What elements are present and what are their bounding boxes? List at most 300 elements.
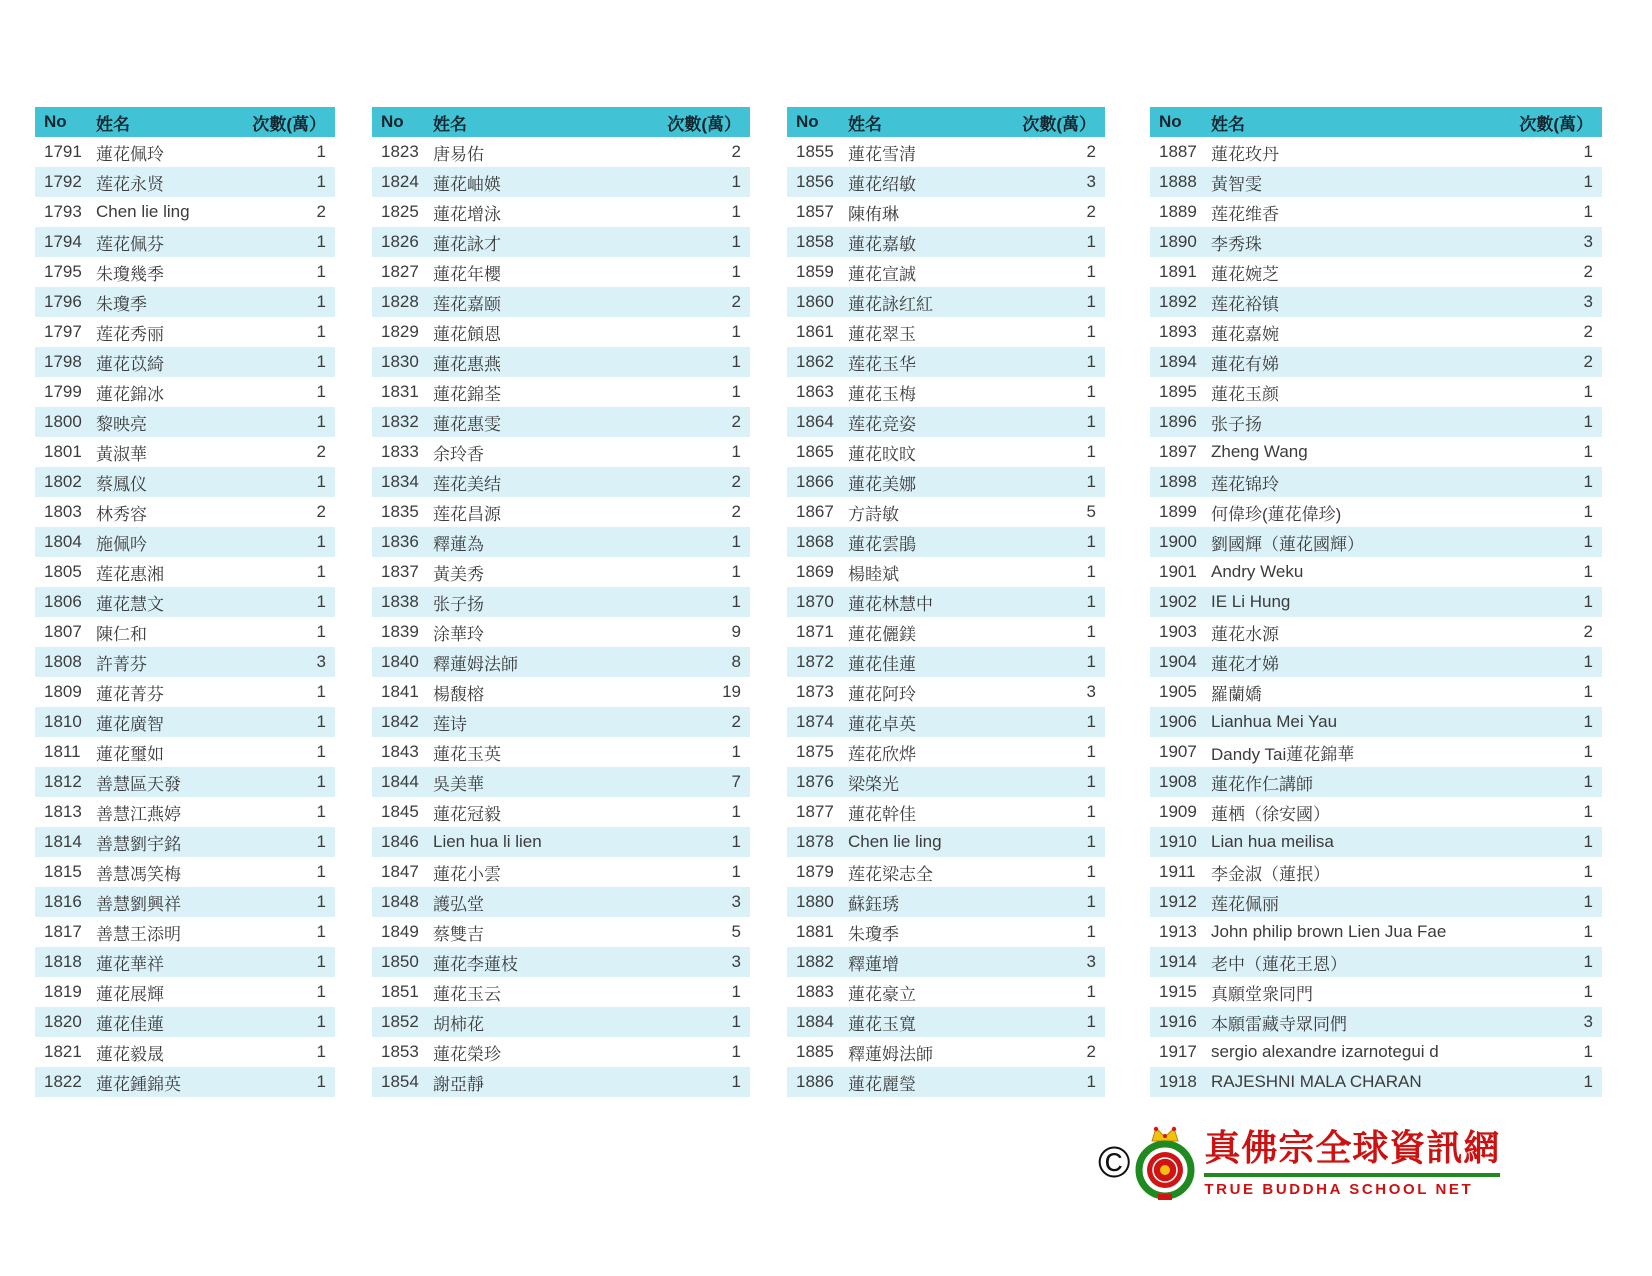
- row-count: 1: [1583, 562, 1593, 581]
- row-name: 真願堂衆同門: [1211, 984, 1313, 1004]
- table-row: [787, 287, 1105, 317]
- row-name: 蓮花玉颜: [1211, 384, 1279, 404]
- table-row: [1150, 977, 1602, 1007]
- row-no: 1812: [44, 772, 82, 791]
- row-no: 1827: [381, 262, 419, 281]
- table-row: [372, 257, 750, 287]
- row-name: 蓮花菁芬: [96, 684, 164, 704]
- row-no: 1822: [44, 1072, 82, 1091]
- row-name: 蓮花玉英: [433, 744, 501, 764]
- table-row: [1150, 1037, 1602, 1067]
- row-no: 1870: [796, 592, 834, 611]
- table-row: [1150, 347, 1602, 377]
- row-count: 3: [1583, 292, 1593, 311]
- table-row: [35, 317, 335, 347]
- table-row: [787, 917, 1105, 947]
- row-name: Lianhua Mei Yau: [1211, 712, 1338, 731]
- row-no: 1905: [1159, 682, 1197, 701]
- row-no: 1912: [1159, 892, 1197, 911]
- row-no: 1868: [796, 532, 834, 551]
- row-name: 釋蓮姆法師: [433, 654, 518, 674]
- table-row: [35, 647, 335, 677]
- row-no: 1873: [796, 682, 834, 701]
- row-count: 2: [731, 292, 741, 311]
- row-count: 1: [731, 1042, 741, 1061]
- row-name: 蓮花旼旼: [848, 444, 916, 464]
- table-row: [35, 617, 335, 647]
- row-count: 1: [316, 532, 326, 551]
- row-name: 蓮花美娜: [848, 474, 916, 494]
- table-row: [1150, 137, 1602, 167]
- row-name: 余玲香: [433, 444, 484, 464]
- row-no: 1808: [44, 652, 82, 671]
- row-name: 蓮花苡綺: [96, 354, 164, 374]
- row-name: 蓮花翠玉: [848, 324, 916, 344]
- row-no: 1825: [381, 202, 419, 221]
- row-no: 1845: [381, 802, 419, 821]
- column-header-count: 次數(萬）: [667, 114, 741, 134]
- row-name: 蓮花錦荃: [433, 384, 501, 404]
- row-name: 蓮花水源: [1211, 624, 1279, 644]
- row-count: 1: [1583, 472, 1593, 491]
- row-no: 1888: [1159, 172, 1197, 191]
- table-row: [35, 497, 335, 527]
- table-row: [372, 887, 750, 917]
- row-name: 釋蓮為: [433, 534, 484, 554]
- row-count: 1: [1086, 742, 1096, 761]
- row-no: 1891: [1159, 262, 1197, 281]
- brand-text-block: [1204, 1128, 1500, 1197]
- row-name: 蓮花惠雯: [433, 414, 501, 434]
- row-count: 1: [1583, 922, 1593, 941]
- table-row: [372, 407, 750, 437]
- row-name: 蓮花婉芝: [1211, 264, 1279, 284]
- row-count: 9: [731, 622, 741, 641]
- table-row: [35, 437, 335, 467]
- row-count: 1: [1086, 562, 1096, 581]
- row-name: 蔡雙吉: [433, 924, 484, 944]
- table-row: [1150, 767, 1602, 797]
- row-name: 蓮花绍敏: [848, 174, 916, 194]
- column-header-name: 姓名: [1211, 114, 1245, 134]
- row-no: 1833: [381, 442, 419, 461]
- row-name: 朱瓊季: [848, 924, 899, 944]
- row-no: 1910: [1159, 832, 1197, 851]
- row-name: 蓮花鍾錦英: [96, 1074, 181, 1094]
- row-name: 黃智雯: [1211, 174, 1262, 194]
- row-no: 1907: [1159, 742, 1197, 761]
- table-row: [372, 1067, 750, 1097]
- row-name: 蓮花小雲: [433, 864, 501, 884]
- row-no: 1880: [796, 892, 834, 911]
- row-no: 1828: [381, 292, 419, 311]
- row-count: 1: [731, 1072, 741, 1091]
- row-count: 3: [1583, 1012, 1593, 1031]
- row-no: 1915: [1159, 982, 1197, 1001]
- table-row: [1150, 287, 1602, 317]
- row-name: 莲花竞姿: [848, 414, 916, 434]
- table-row: [35, 137, 335, 167]
- row-no: 1867: [796, 502, 834, 521]
- row-no: 1876: [796, 772, 834, 791]
- row-count: 5: [731, 922, 741, 941]
- row-name: Andry Weku: [1211, 562, 1304, 581]
- column-header-no: No: [44, 112, 67, 131]
- row-count: 1: [1583, 862, 1593, 881]
- row-name: John philip brown Lien Jua Fae: [1211, 922, 1447, 941]
- row-name: Chen lie ling: [848, 832, 942, 851]
- row-count: 1: [1086, 412, 1096, 431]
- row-count: 1: [1086, 892, 1096, 911]
- row-no: 1801: [44, 442, 82, 461]
- row-no: 1908: [1159, 772, 1197, 791]
- row-no: 1804: [44, 532, 82, 551]
- row-count: 1: [316, 232, 326, 251]
- row-name: 許菁芬: [96, 654, 147, 674]
- table-row: [372, 377, 750, 407]
- row-name: 蓮花展輝: [96, 984, 164, 1004]
- row-no: 1856: [796, 172, 834, 191]
- row-name: 莲花佩丽: [1211, 894, 1279, 914]
- row-no: 1900: [1159, 532, 1197, 551]
- row-name: 釋蓮增: [848, 954, 899, 974]
- row-count: 1: [1086, 592, 1096, 611]
- brand-divider: [1204, 1173, 1500, 1177]
- row-name: Chen lie ling: [96, 202, 190, 221]
- table-row: [372, 737, 750, 767]
- table-row: [372, 467, 750, 497]
- table-row: [1150, 797, 1602, 827]
- table-row: [35, 227, 335, 257]
- row-no: 1810: [44, 712, 82, 731]
- row-count: 2: [1086, 142, 1096, 161]
- row-count: 1: [316, 1042, 326, 1061]
- row-no: 1796: [44, 292, 82, 311]
- row-name: 蓮花才娣: [1211, 654, 1279, 674]
- table-row: [1150, 497, 1602, 527]
- row-name: 蓮花年櫻: [433, 264, 501, 284]
- table-row: [1150, 197, 1602, 227]
- row-count: 1: [731, 442, 741, 461]
- row-count: 1: [316, 1012, 326, 1031]
- table-row: [787, 707, 1105, 737]
- table-row: [35, 467, 335, 497]
- row-count: 1: [731, 742, 741, 761]
- row-count: 1: [316, 382, 326, 401]
- row-name: 陳仁和: [96, 624, 147, 644]
- table-row: [35, 347, 335, 377]
- row-no: 1860: [796, 292, 834, 311]
- row-count: 1: [1086, 982, 1096, 1001]
- row-no: 1869: [796, 562, 834, 581]
- row-no: 1887: [1159, 142, 1197, 161]
- table-row: [1150, 827, 1602, 857]
- registry-table-2: [372, 107, 750, 1097]
- table-row: [1150, 1007, 1602, 1037]
- row-count: 2: [1086, 202, 1096, 221]
- table-row: [35, 587, 335, 617]
- row-count: 2: [1583, 622, 1593, 641]
- column-header-name: 姓名: [96, 114, 130, 134]
- row-name: 謝亞靜: [433, 1074, 484, 1094]
- row-count: 1: [1086, 262, 1096, 281]
- registry-table-3: [787, 107, 1105, 1097]
- row-no: 1815: [44, 862, 82, 881]
- row-count: 1: [1583, 802, 1593, 821]
- table-row: [1150, 437, 1602, 467]
- row-count: 3: [731, 952, 741, 971]
- table-row: [35, 557, 335, 587]
- row-count: 1: [1583, 1072, 1593, 1091]
- row-no: 1862: [796, 352, 834, 371]
- table-row: [787, 857, 1105, 887]
- row-name: 蓮花阿玲: [848, 684, 916, 704]
- true-buddha-school-emblem-icon: [1134, 1124, 1196, 1202]
- table-row: [372, 137, 750, 167]
- row-no: 1792: [44, 172, 82, 191]
- table-row: [787, 347, 1105, 377]
- row-count: 1: [731, 322, 741, 341]
- table-row: [1150, 617, 1602, 647]
- row-name: 蓮栖（徐安國）: [1211, 804, 1330, 824]
- row-no: 1843: [381, 742, 419, 761]
- row-name: 善慧區天發: [96, 774, 181, 794]
- table-row: [787, 137, 1105, 167]
- row-count: 2: [731, 502, 741, 521]
- table-row: [35, 407, 335, 437]
- table-row: [787, 737, 1105, 767]
- table-row: [35, 977, 335, 1007]
- row-count: 1: [1086, 352, 1096, 371]
- row-no: 1858: [796, 232, 834, 251]
- row-count: 3: [731, 892, 741, 911]
- table-header: [1150, 107, 1602, 137]
- row-no: 1899: [1159, 502, 1197, 521]
- row-no: 1875: [796, 742, 834, 761]
- row-no: 1809: [44, 682, 82, 701]
- row-no: 1906: [1159, 712, 1197, 731]
- row-no: 1824: [381, 172, 419, 191]
- row-count: 1: [1583, 892, 1593, 911]
- row-count: 1: [1086, 472, 1096, 491]
- row-name: 蓮花卓英: [848, 714, 916, 734]
- row-name: 莲花嘉颐: [433, 294, 501, 314]
- row-name: 蓮花幹佳: [848, 804, 916, 824]
- row-name: 蓮花榮珍: [433, 1044, 501, 1064]
- row-name: 蓮花雪清: [848, 144, 916, 164]
- table-row: [787, 1007, 1105, 1037]
- row-name: 莲花维香: [1211, 204, 1279, 224]
- row-count: 5: [1086, 502, 1096, 521]
- row-no: 1836: [381, 532, 419, 551]
- row-name: 张子扬: [433, 594, 484, 614]
- table-row: [35, 167, 335, 197]
- row-no: 1874: [796, 712, 834, 731]
- table-row: [372, 227, 750, 257]
- table-row: [372, 617, 750, 647]
- row-name: 蓮花佳蓮: [96, 1014, 164, 1034]
- row-no: 1817: [44, 922, 82, 941]
- row-no: 1890: [1159, 232, 1197, 251]
- row-count: 1: [1086, 802, 1096, 821]
- row-name: 蘇鈺琇: [848, 894, 899, 914]
- table-row: [787, 257, 1105, 287]
- row-no: 1901: [1159, 562, 1197, 581]
- row-count: 1: [1086, 292, 1096, 311]
- row-no: 1892: [1159, 292, 1197, 311]
- row-count: 1: [1583, 532, 1593, 551]
- row-no: 1829: [381, 322, 419, 341]
- row-count: 2: [731, 412, 741, 431]
- row-count: 2: [1583, 262, 1593, 281]
- row-no: 1835: [381, 502, 419, 521]
- row-name: 楊馥榕: [433, 684, 484, 704]
- table-row: [1150, 257, 1602, 287]
- row-no: 1863: [796, 382, 834, 401]
- table-row: [35, 797, 335, 827]
- row-name: Lien hua li lien: [433, 832, 542, 851]
- row-count: 1: [316, 142, 326, 161]
- row-count: 1: [316, 892, 326, 911]
- row-count: 1: [1086, 652, 1096, 671]
- row-count: 1: [316, 832, 326, 851]
- row-count: 1: [1086, 1072, 1096, 1091]
- table-row: [787, 1037, 1105, 1067]
- row-count: 19: [722, 682, 741, 701]
- row-no: 1882: [796, 952, 834, 971]
- row-name: Lian hua meilisa: [1211, 832, 1334, 851]
- table-row: [372, 857, 750, 887]
- column-header-count: 次數(萬）: [1519, 114, 1593, 134]
- row-no: 1834: [381, 472, 419, 491]
- table-row: [787, 827, 1105, 857]
- row-name: 吳美華: [433, 774, 484, 794]
- table-row: [35, 287, 335, 317]
- row-name: 黎映亮: [96, 414, 147, 434]
- site-name-english: TRUE BUDDHA SCHOOL NET: [1204, 1180, 1474, 1198]
- row-no: 1832: [381, 412, 419, 431]
- table-row: [35, 707, 335, 737]
- row-no: 1916: [1159, 1012, 1197, 1031]
- row-no: 1811: [44, 742, 81, 761]
- row-no: 1853: [381, 1042, 419, 1061]
- row-no: 1893: [1159, 322, 1197, 341]
- row-count: 1: [1086, 622, 1096, 641]
- row-count: 2: [1583, 352, 1593, 371]
- row-name: IE Li Hung: [1211, 592, 1291, 611]
- row-name: 蔡鳳仪: [96, 474, 147, 494]
- table-row: [372, 1007, 750, 1037]
- row-no: 1851: [381, 982, 419, 1001]
- row-count: 1: [1583, 982, 1593, 1001]
- row-name: 蓮花李蓮枝: [433, 954, 518, 974]
- row-no: 1794: [44, 232, 82, 251]
- table-row: [372, 527, 750, 557]
- table-header: [372, 107, 750, 137]
- row-count: 1: [1086, 712, 1096, 731]
- row-count: 1: [1086, 862, 1096, 881]
- row-no: 1838: [381, 592, 419, 611]
- row-no: 1889: [1159, 202, 1197, 221]
- table-row: [787, 977, 1105, 1007]
- table-row: [35, 377, 335, 407]
- row-count: 1: [316, 712, 326, 731]
- row-no: 1857: [796, 202, 834, 221]
- row-no: 1819: [44, 982, 82, 1001]
- row-name: 莲花昌源: [433, 504, 501, 524]
- row-no: 1884: [796, 1012, 834, 1031]
- row-name: 张子扬: [1211, 414, 1262, 434]
- row-count: 1: [1583, 952, 1593, 971]
- table-row: [787, 1067, 1105, 1097]
- row-name: 楊睦斌: [848, 564, 899, 584]
- table-row: [372, 1037, 750, 1067]
- row-no: 1883: [796, 982, 834, 1001]
- row-count: 1: [316, 922, 326, 941]
- row-count: 1: [316, 772, 326, 791]
- row-no: 1885: [796, 1042, 834, 1061]
- table-row: [35, 1037, 335, 1067]
- row-name: 蓮花冠毅: [433, 804, 501, 824]
- row-name: 蓮花詠红紅: [848, 294, 933, 314]
- row-name: 蓮花頠恩: [433, 324, 501, 344]
- table-row: [1150, 407, 1602, 437]
- table-row: [372, 167, 750, 197]
- row-name: 善慧馮笑梅: [96, 864, 181, 884]
- row-name: 朱瓊季: [96, 294, 147, 314]
- row-no: 1859: [796, 262, 834, 281]
- row-count: 1: [1583, 682, 1593, 701]
- row-count: 1: [731, 532, 741, 551]
- table-row: [787, 647, 1105, 677]
- row-name: 黃淑華: [96, 444, 147, 464]
- row-no: 1842: [381, 712, 419, 731]
- table-row: [787, 497, 1105, 527]
- column-header-name: 姓名: [848, 114, 882, 134]
- table-row: [372, 827, 750, 857]
- row-count: 1: [1583, 172, 1593, 191]
- table-row: [372, 677, 750, 707]
- row-name: 蓮花華祥: [96, 954, 164, 974]
- row-no: 1854: [381, 1072, 419, 1091]
- row-no: 1897: [1159, 442, 1197, 461]
- column-header-count: 次數(萬）: [1022, 114, 1096, 134]
- row-name: 莲花欣烨: [848, 744, 916, 764]
- row-count: 3: [316, 652, 326, 671]
- row-count: 1: [731, 172, 741, 191]
- registry-table-4: [1150, 107, 1602, 1097]
- row-count: 1: [316, 472, 326, 491]
- table-row: [787, 797, 1105, 827]
- row-name: 蓮花佩玲: [96, 144, 164, 164]
- row-count: 1: [731, 1012, 741, 1031]
- table-row: [35, 1007, 335, 1037]
- row-count: 1: [1583, 142, 1593, 161]
- table-row: [372, 287, 750, 317]
- row-count: 1: [316, 172, 326, 191]
- row-no: 1793: [44, 202, 82, 221]
- row-no: 1831: [381, 382, 419, 401]
- row-count: 7: [731, 772, 741, 791]
- table-row: [35, 827, 335, 857]
- row-no: 1803: [44, 502, 82, 521]
- row-count: 1: [731, 202, 741, 221]
- table-row: [1150, 917, 1602, 947]
- row-no: 1797: [44, 322, 82, 341]
- column-header-name: 姓名: [433, 114, 467, 134]
- site-logo-footer: [1098, 1124, 1500, 1202]
- row-count: 1: [1583, 382, 1593, 401]
